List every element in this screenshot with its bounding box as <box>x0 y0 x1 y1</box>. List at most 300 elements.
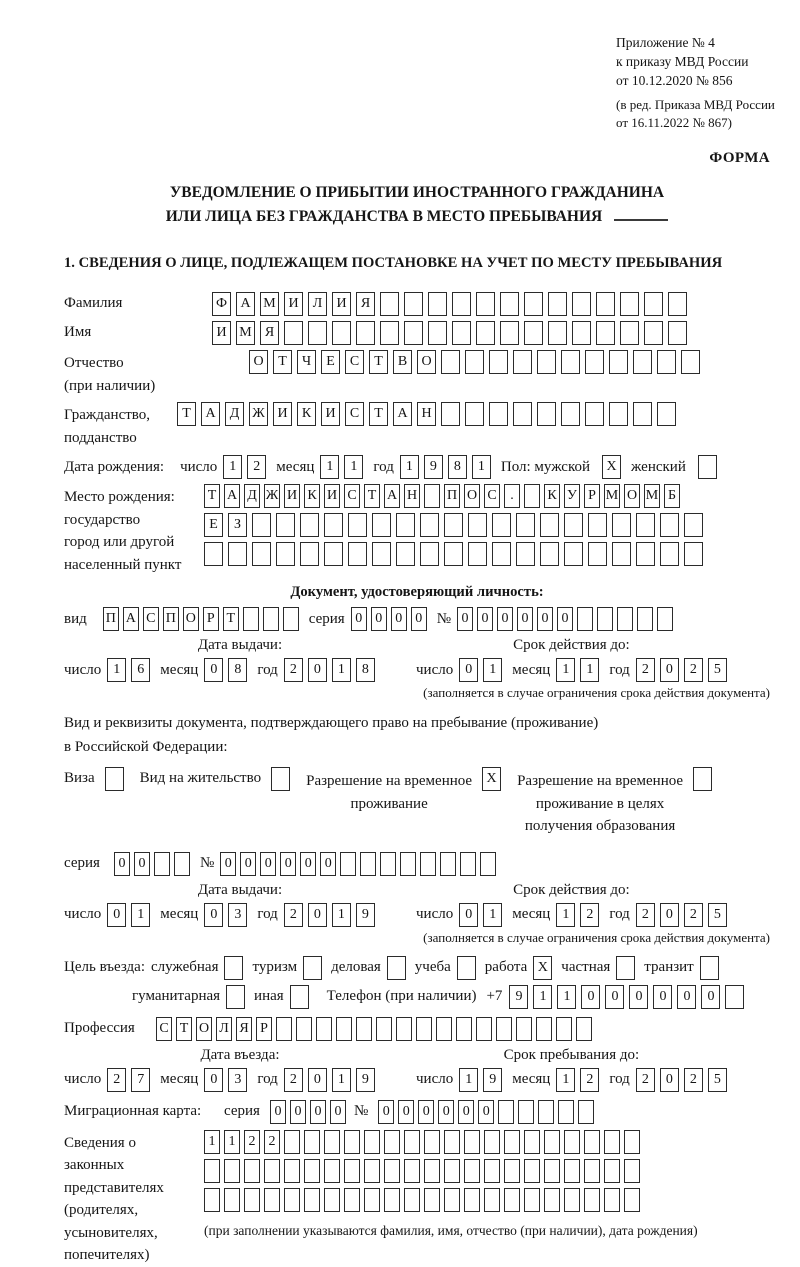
work-checkbox[interactable]: X <box>533 956 552 980</box>
char-cell[interactable] <box>360 852 376 876</box>
char-cell[interactable]: 0 <box>240 852 256 876</box>
temp-residence-education-checkbox[interactable] <box>693 767 712 791</box>
char-cell[interactable]: 1 <box>556 1068 575 1092</box>
char-cell[interactable] <box>624 1188 640 1212</box>
char-cell[interactable] <box>564 542 583 566</box>
char-cell[interactable] <box>396 1017 412 1041</box>
char-cell[interactable] <box>620 321 639 345</box>
char-cell[interactable]: 2 <box>244 1130 260 1154</box>
study-checkbox[interactable] <box>457 956 476 980</box>
char-cell[interactable] <box>548 292 567 316</box>
private-checkbox[interactable] <box>616 956 635 980</box>
char-cell[interactable]: И <box>324 484 340 508</box>
char-cell[interactable]: И <box>332 292 351 316</box>
char-cell[interactable] <box>424 1159 440 1183</box>
char-cell[interactable] <box>416 1017 432 1041</box>
char-cell[interactable]: И <box>284 484 300 508</box>
char-cell[interactable] <box>644 321 663 345</box>
char-cell[interactable] <box>609 402 628 426</box>
char-cell[interactable]: С <box>484 484 500 508</box>
char-cell[interactable]: 1 <box>483 658 502 682</box>
char-cell[interactable] <box>561 350 580 374</box>
char-cell[interactable] <box>344 1159 360 1183</box>
char-cell[interactable]: 1 <box>556 658 575 682</box>
char-cell[interactable] <box>588 542 607 566</box>
char-cell[interactable] <box>420 852 436 876</box>
char-cell[interactable]: 0 <box>330 1100 346 1124</box>
char-cell[interactable]: П <box>444 484 460 508</box>
char-cell[interactable] <box>544 1159 560 1183</box>
char-cell[interactable] <box>324 542 343 566</box>
char-cell[interactable] <box>364 1188 380 1212</box>
char-cell[interactable] <box>224 1159 240 1183</box>
char-cell[interactable] <box>444 1159 460 1183</box>
char-cell[interactable] <box>263 607 279 631</box>
char-cell[interactable] <box>324 1130 340 1154</box>
char-cell[interactable] <box>617 607 633 631</box>
char-cell[interactable] <box>304 1130 320 1154</box>
char-cell[interactable] <box>464 1188 480 1212</box>
transit-checkbox[interactable] <box>700 956 719 980</box>
char-cell[interactable] <box>476 1017 492 1041</box>
char-cell[interactable]: 2 <box>636 658 655 682</box>
char-cell[interactable] <box>356 321 375 345</box>
char-cell[interactable] <box>572 292 591 316</box>
char-cell[interactable]: Ж <box>249 402 268 426</box>
char-cell[interactable]: Т <box>176 1017 192 1041</box>
char-cell[interactable] <box>604 1188 620 1212</box>
char-cell[interactable] <box>584 1130 600 1154</box>
char-cell[interactable]: О <box>624 484 640 508</box>
char-cell[interactable]: 2 <box>284 1068 303 1092</box>
char-cell[interactable] <box>444 513 463 537</box>
char-cell[interactable] <box>276 1017 292 1041</box>
char-cell[interactable] <box>456 1017 472 1041</box>
char-cell[interactable] <box>340 852 356 876</box>
char-cell[interactable] <box>468 513 487 537</box>
char-cell[interactable]: 8 <box>356 658 375 682</box>
char-cell[interactable]: З <box>228 513 247 537</box>
char-cell[interactable] <box>636 542 655 566</box>
char-cell[interactable] <box>380 292 399 316</box>
char-cell[interactable] <box>504 1159 520 1183</box>
char-cell[interactable] <box>576 1017 592 1041</box>
char-cell[interactable] <box>504 1188 520 1212</box>
char-cell[interactable] <box>660 542 679 566</box>
char-cell[interactable]: О <box>417 350 436 374</box>
char-cell[interactable] <box>204 1188 220 1212</box>
char-cell[interactable] <box>489 402 508 426</box>
char-cell[interactable]: . <box>504 484 520 508</box>
char-cell[interactable]: 9 <box>483 1068 502 1092</box>
char-cell[interactable] <box>684 542 703 566</box>
char-cell[interactable] <box>424 484 440 508</box>
char-cell[interactable] <box>344 1130 360 1154</box>
char-cell[interactable] <box>657 402 676 426</box>
char-cell[interactable] <box>578 1100 594 1124</box>
char-cell[interactable]: Е <box>321 350 340 374</box>
char-cell[interactable]: М <box>644 484 660 508</box>
char-cell[interactable] <box>609 350 628 374</box>
char-cell[interactable]: Р <box>256 1017 272 1041</box>
char-cell[interactable] <box>380 321 399 345</box>
char-cell[interactable]: 0 <box>351 607 367 631</box>
char-cell[interactable]: Я <box>236 1017 252 1041</box>
char-cell[interactable] <box>668 321 687 345</box>
char-cell[interactable] <box>284 1159 300 1183</box>
char-cell[interactable] <box>283 607 299 631</box>
char-cell[interactable] <box>204 542 223 566</box>
char-cell[interactable] <box>564 513 583 537</box>
char-cell[interactable] <box>544 1130 560 1154</box>
char-cell[interactable]: 0 <box>371 607 387 631</box>
char-cell[interactable]: А <box>123 607 139 631</box>
char-cell[interactable]: 0 <box>458 1100 474 1124</box>
char-cell[interactable]: 1 <box>223 455 242 479</box>
char-cell[interactable] <box>154 852 170 876</box>
char-cell[interactable] <box>524 292 543 316</box>
char-cell[interactable]: С <box>345 402 364 426</box>
char-cell[interactable]: А <box>393 402 412 426</box>
char-cell[interactable]: 5 <box>708 658 727 682</box>
char-cell[interactable] <box>324 1188 340 1212</box>
char-cell[interactable]: 1 <box>332 658 351 682</box>
char-cell[interactable] <box>468 542 487 566</box>
char-cell[interactable] <box>404 1188 420 1212</box>
char-cell[interactable] <box>324 1159 340 1183</box>
char-cell[interactable] <box>284 1130 300 1154</box>
char-cell[interactable]: Т <box>369 402 388 426</box>
char-cell[interactable]: П <box>103 607 119 631</box>
char-cell[interactable] <box>364 1159 380 1183</box>
char-cell[interactable]: И <box>212 321 231 345</box>
char-cell[interactable]: 5 <box>708 1068 727 1092</box>
char-cell[interactable]: Я <box>356 292 375 316</box>
char-cell[interactable] <box>465 350 484 374</box>
char-cell[interactable] <box>633 402 652 426</box>
char-cell[interactable]: 0 <box>517 607 533 631</box>
char-cell[interactable]: М <box>260 292 279 316</box>
char-cell[interactable] <box>725 985 744 1009</box>
char-cell[interactable] <box>558 1100 574 1124</box>
char-cell[interactable] <box>404 292 423 316</box>
char-cell[interactable]: 0 <box>290 1100 306 1124</box>
char-cell[interactable] <box>428 321 447 345</box>
char-cell[interactable] <box>484 1159 500 1183</box>
char-cell[interactable] <box>620 292 639 316</box>
char-cell[interactable]: Ф <box>212 292 231 316</box>
business-checkbox[interactable] <box>387 956 406 980</box>
char-cell[interactable]: Т <box>223 607 239 631</box>
char-cell[interactable]: Н <box>417 402 436 426</box>
char-cell[interactable] <box>424 1188 440 1212</box>
char-cell[interactable]: 0 <box>477 607 493 631</box>
char-cell[interactable] <box>518 1100 534 1124</box>
char-cell[interactable]: 0 <box>308 1068 327 1092</box>
char-cell[interactable]: 2 <box>684 903 703 927</box>
char-cell[interactable] <box>513 402 532 426</box>
char-cell[interactable] <box>637 607 653 631</box>
char-cell[interactable] <box>336 1017 352 1041</box>
char-cell[interactable]: 1 <box>131 903 150 927</box>
visa-checkbox[interactable] <box>105 767 124 791</box>
char-cell[interactable]: 0 <box>308 658 327 682</box>
char-cell[interactable]: Р <box>203 607 219 631</box>
char-cell[interactable] <box>516 513 535 537</box>
char-cell[interactable]: 3 <box>228 1068 247 1092</box>
char-cell[interactable] <box>548 321 567 345</box>
char-cell[interactable] <box>460 852 476 876</box>
char-cell[interactable] <box>224 1188 240 1212</box>
char-cell[interactable]: 2 <box>684 658 703 682</box>
char-cell[interactable]: 1 <box>472 455 491 479</box>
char-cell[interactable]: 9 <box>356 1068 375 1092</box>
char-cell[interactable]: 2 <box>636 903 655 927</box>
char-cell[interactable]: 0 <box>497 607 513 631</box>
char-cell[interactable]: 3 <box>228 903 247 927</box>
char-cell[interactable]: С <box>156 1017 172 1041</box>
char-cell[interactable] <box>465 402 484 426</box>
female-checkbox[interactable] <box>698 455 717 479</box>
char-cell[interactable] <box>276 513 295 537</box>
char-cell[interactable]: Л <box>308 292 327 316</box>
char-cell[interactable] <box>264 1188 280 1212</box>
char-cell[interactable] <box>296 1017 312 1041</box>
char-cell[interactable] <box>348 542 367 566</box>
char-cell[interactable]: 8 <box>228 658 247 682</box>
char-cell[interactable] <box>516 542 535 566</box>
char-cell[interactable] <box>304 1188 320 1212</box>
char-cell[interactable] <box>404 321 423 345</box>
char-cell[interactable] <box>316 1017 332 1041</box>
char-cell[interactable] <box>300 513 319 537</box>
char-cell[interactable]: 1 <box>344 455 363 479</box>
char-cell[interactable]: О <box>183 607 199 631</box>
char-cell[interactable] <box>585 350 604 374</box>
char-cell[interactable]: 2 <box>284 903 303 927</box>
char-cell[interactable] <box>681 350 700 374</box>
char-cell[interactable]: 0 <box>581 985 600 1009</box>
char-cell[interactable]: 1 <box>320 455 339 479</box>
char-cell[interactable]: У <box>564 484 580 508</box>
char-cell[interactable]: К <box>544 484 560 508</box>
char-cell[interactable] <box>498 1100 514 1124</box>
char-cell[interactable]: 1 <box>332 1068 351 1092</box>
char-cell[interactable]: 0 <box>629 985 648 1009</box>
char-cell[interactable] <box>504 1130 520 1154</box>
char-cell[interactable] <box>657 350 676 374</box>
char-cell[interactable] <box>500 321 519 345</box>
char-cell[interactable] <box>308 321 327 345</box>
char-cell[interactable] <box>420 542 439 566</box>
char-cell[interactable]: 0 <box>220 852 236 876</box>
char-cell[interactable] <box>396 513 415 537</box>
char-cell[interactable]: 0 <box>438 1100 454 1124</box>
char-cell[interactable] <box>476 292 495 316</box>
char-cell[interactable] <box>584 1159 600 1183</box>
char-cell[interactable]: 1 <box>224 1130 240 1154</box>
char-cell[interactable]: Т <box>369 350 388 374</box>
char-cell[interactable]: Ж <box>264 484 280 508</box>
char-cell[interactable] <box>540 513 559 537</box>
char-cell[interactable] <box>588 513 607 537</box>
char-cell[interactable] <box>441 350 460 374</box>
char-cell[interactable] <box>484 1130 500 1154</box>
char-cell[interactable] <box>540 542 559 566</box>
char-cell[interactable]: 2 <box>636 1068 655 1092</box>
char-cell[interactable]: Т <box>273 350 292 374</box>
char-cell[interactable] <box>585 402 604 426</box>
char-cell[interactable] <box>344 1188 360 1212</box>
char-cell[interactable] <box>660 513 679 537</box>
char-cell[interactable] <box>364 1130 380 1154</box>
char-cell[interactable]: 0 <box>660 903 679 927</box>
char-cell[interactable] <box>376 1017 392 1041</box>
char-cell[interactable]: Л <box>216 1017 232 1041</box>
char-cell[interactable] <box>444 1188 460 1212</box>
char-cell[interactable]: 0 <box>308 903 327 927</box>
char-cell[interactable] <box>561 402 580 426</box>
char-cell[interactable] <box>243 607 259 631</box>
char-cell[interactable] <box>452 321 471 345</box>
char-cell[interactable]: 0 <box>557 607 573 631</box>
char-cell[interactable] <box>356 1017 372 1041</box>
char-cell[interactable] <box>564 1188 580 1212</box>
char-cell[interactable]: Р <box>584 484 600 508</box>
char-cell[interactable]: К <box>297 402 316 426</box>
char-cell[interactable]: 5 <box>708 903 727 927</box>
char-cell[interactable] <box>441 402 460 426</box>
char-cell[interactable] <box>264 1159 280 1183</box>
char-cell[interactable]: С <box>143 607 159 631</box>
char-cell[interactable] <box>480 852 496 876</box>
char-cell[interactable] <box>544 1188 560 1212</box>
char-cell[interactable] <box>524 321 543 345</box>
char-cell[interactable] <box>636 513 655 537</box>
char-cell[interactable] <box>577 607 593 631</box>
char-cell[interactable] <box>436 1017 452 1041</box>
char-cell[interactable]: 0 <box>107 903 126 927</box>
char-cell[interactable]: 0 <box>398 1100 414 1124</box>
char-cell[interactable] <box>428 292 447 316</box>
char-cell[interactable] <box>564 1130 580 1154</box>
char-cell[interactable]: 0 <box>478 1100 494 1124</box>
char-cell[interactable]: 0 <box>701 985 720 1009</box>
temp-residence-checkbox[interactable]: X <box>482 767 501 791</box>
char-cell[interactable]: П <box>163 607 179 631</box>
char-cell[interactable]: 0 <box>320 852 336 876</box>
char-cell[interactable] <box>252 542 271 566</box>
char-cell[interactable]: А <box>224 484 240 508</box>
char-cell[interactable]: 2 <box>107 1068 126 1092</box>
char-cell[interactable] <box>404 1130 420 1154</box>
char-cell[interactable] <box>516 1017 532 1041</box>
other-checkbox[interactable] <box>290 985 309 1009</box>
char-cell[interactable]: Д <box>225 402 244 426</box>
char-cell[interactable] <box>252 513 271 537</box>
char-cell[interactable] <box>304 1159 320 1183</box>
char-cell[interactable] <box>513 350 532 374</box>
char-cell[interactable] <box>668 292 687 316</box>
char-cell[interactable]: 0 <box>270 1100 286 1124</box>
char-cell[interactable]: 6 <box>131 658 150 682</box>
char-cell[interactable]: С <box>345 350 364 374</box>
char-cell[interactable]: 1 <box>580 658 599 682</box>
char-cell[interactable] <box>396 542 415 566</box>
char-cell[interactable]: А <box>236 292 255 316</box>
humanitarian-checkbox[interactable] <box>226 985 245 1009</box>
char-cell[interactable] <box>492 542 511 566</box>
char-cell[interactable] <box>684 513 703 537</box>
char-cell[interactable]: К <box>304 484 320 508</box>
char-cell[interactable] <box>612 542 631 566</box>
char-cell[interactable] <box>452 292 471 316</box>
char-cell[interactable] <box>380 852 396 876</box>
char-cell[interactable] <box>597 607 613 631</box>
char-cell[interactable] <box>244 1188 260 1212</box>
char-cell[interactable] <box>572 321 591 345</box>
char-cell[interactable]: А <box>384 484 400 508</box>
char-cell[interactable] <box>444 1130 460 1154</box>
char-cell[interactable] <box>400 852 416 876</box>
char-cell[interactable]: 0 <box>260 852 276 876</box>
char-cell[interactable] <box>524 484 540 508</box>
char-cell[interactable] <box>496 1017 512 1041</box>
char-cell[interactable]: 0 <box>459 658 478 682</box>
char-cell[interactable]: О <box>249 350 268 374</box>
char-cell[interactable] <box>524 1159 540 1183</box>
char-cell[interactable] <box>284 321 303 345</box>
char-cell[interactable]: О <box>464 484 480 508</box>
char-cell[interactable]: 9 <box>424 455 443 479</box>
char-cell[interactable]: 1 <box>400 455 419 479</box>
char-cell[interactable]: Т <box>204 484 220 508</box>
char-cell[interactable]: Т <box>177 402 196 426</box>
char-cell[interactable] <box>284 1188 300 1212</box>
char-cell[interactable] <box>228 542 247 566</box>
char-cell[interactable] <box>404 1159 420 1183</box>
char-cell[interactable]: 0 <box>204 658 223 682</box>
char-cell[interactable]: Т <box>364 484 380 508</box>
char-cell[interactable] <box>584 1188 600 1212</box>
char-cell[interactable]: 2 <box>684 1068 703 1092</box>
char-cell[interactable]: 0 <box>378 1100 394 1124</box>
char-cell[interactable]: 1 <box>204 1130 220 1154</box>
char-cell[interactable]: 1 <box>332 903 351 927</box>
char-cell[interactable] <box>524 1188 540 1212</box>
char-cell[interactable] <box>204 1159 220 1183</box>
char-cell[interactable]: 0 <box>300 852 316 876</box>
char-cell[interactable] <box>372 513 391 537</box>
char-cell[interactable]: 0 <box>391 607 407 631</box>
char-cell[interactable] <box>644 292 663 316</box>
male-checkbox[interactable]: X <box>602 455 621 479</box>
char-cell[interactable] <box>420 513 439 537</box>
char-cell[interactable]: 0 <box>204 903 223 927</box>
char-cell[interactable]: 2 <box>580 1068 599 1092</box>
char-cell[interactable]: 0 <box>204 1068 223 1092</box>
char-cell[interactable]: М <box>236 321 255 345</box>
char-cell[interactable] <box>324 513 343 537</box>
char-cell[interactable] <box>537 350 556 374</box>
char-cell[interactable] <box>633 350 652 374</box>
char-cell[interactable]: 0 <box>677 985 696 1009</box>
char-cell[interactable]: И <box>273 402 292 426</box>
char-cell[interactable] <box>500 292 519 316</box>
char-cell[interactable]: 9 <box>356 903 375 927</box>
char-cell[interactable]: 0 <box>411 607 427 631</box>
char-cell[interactable] <box>657 607 673 631</box>
